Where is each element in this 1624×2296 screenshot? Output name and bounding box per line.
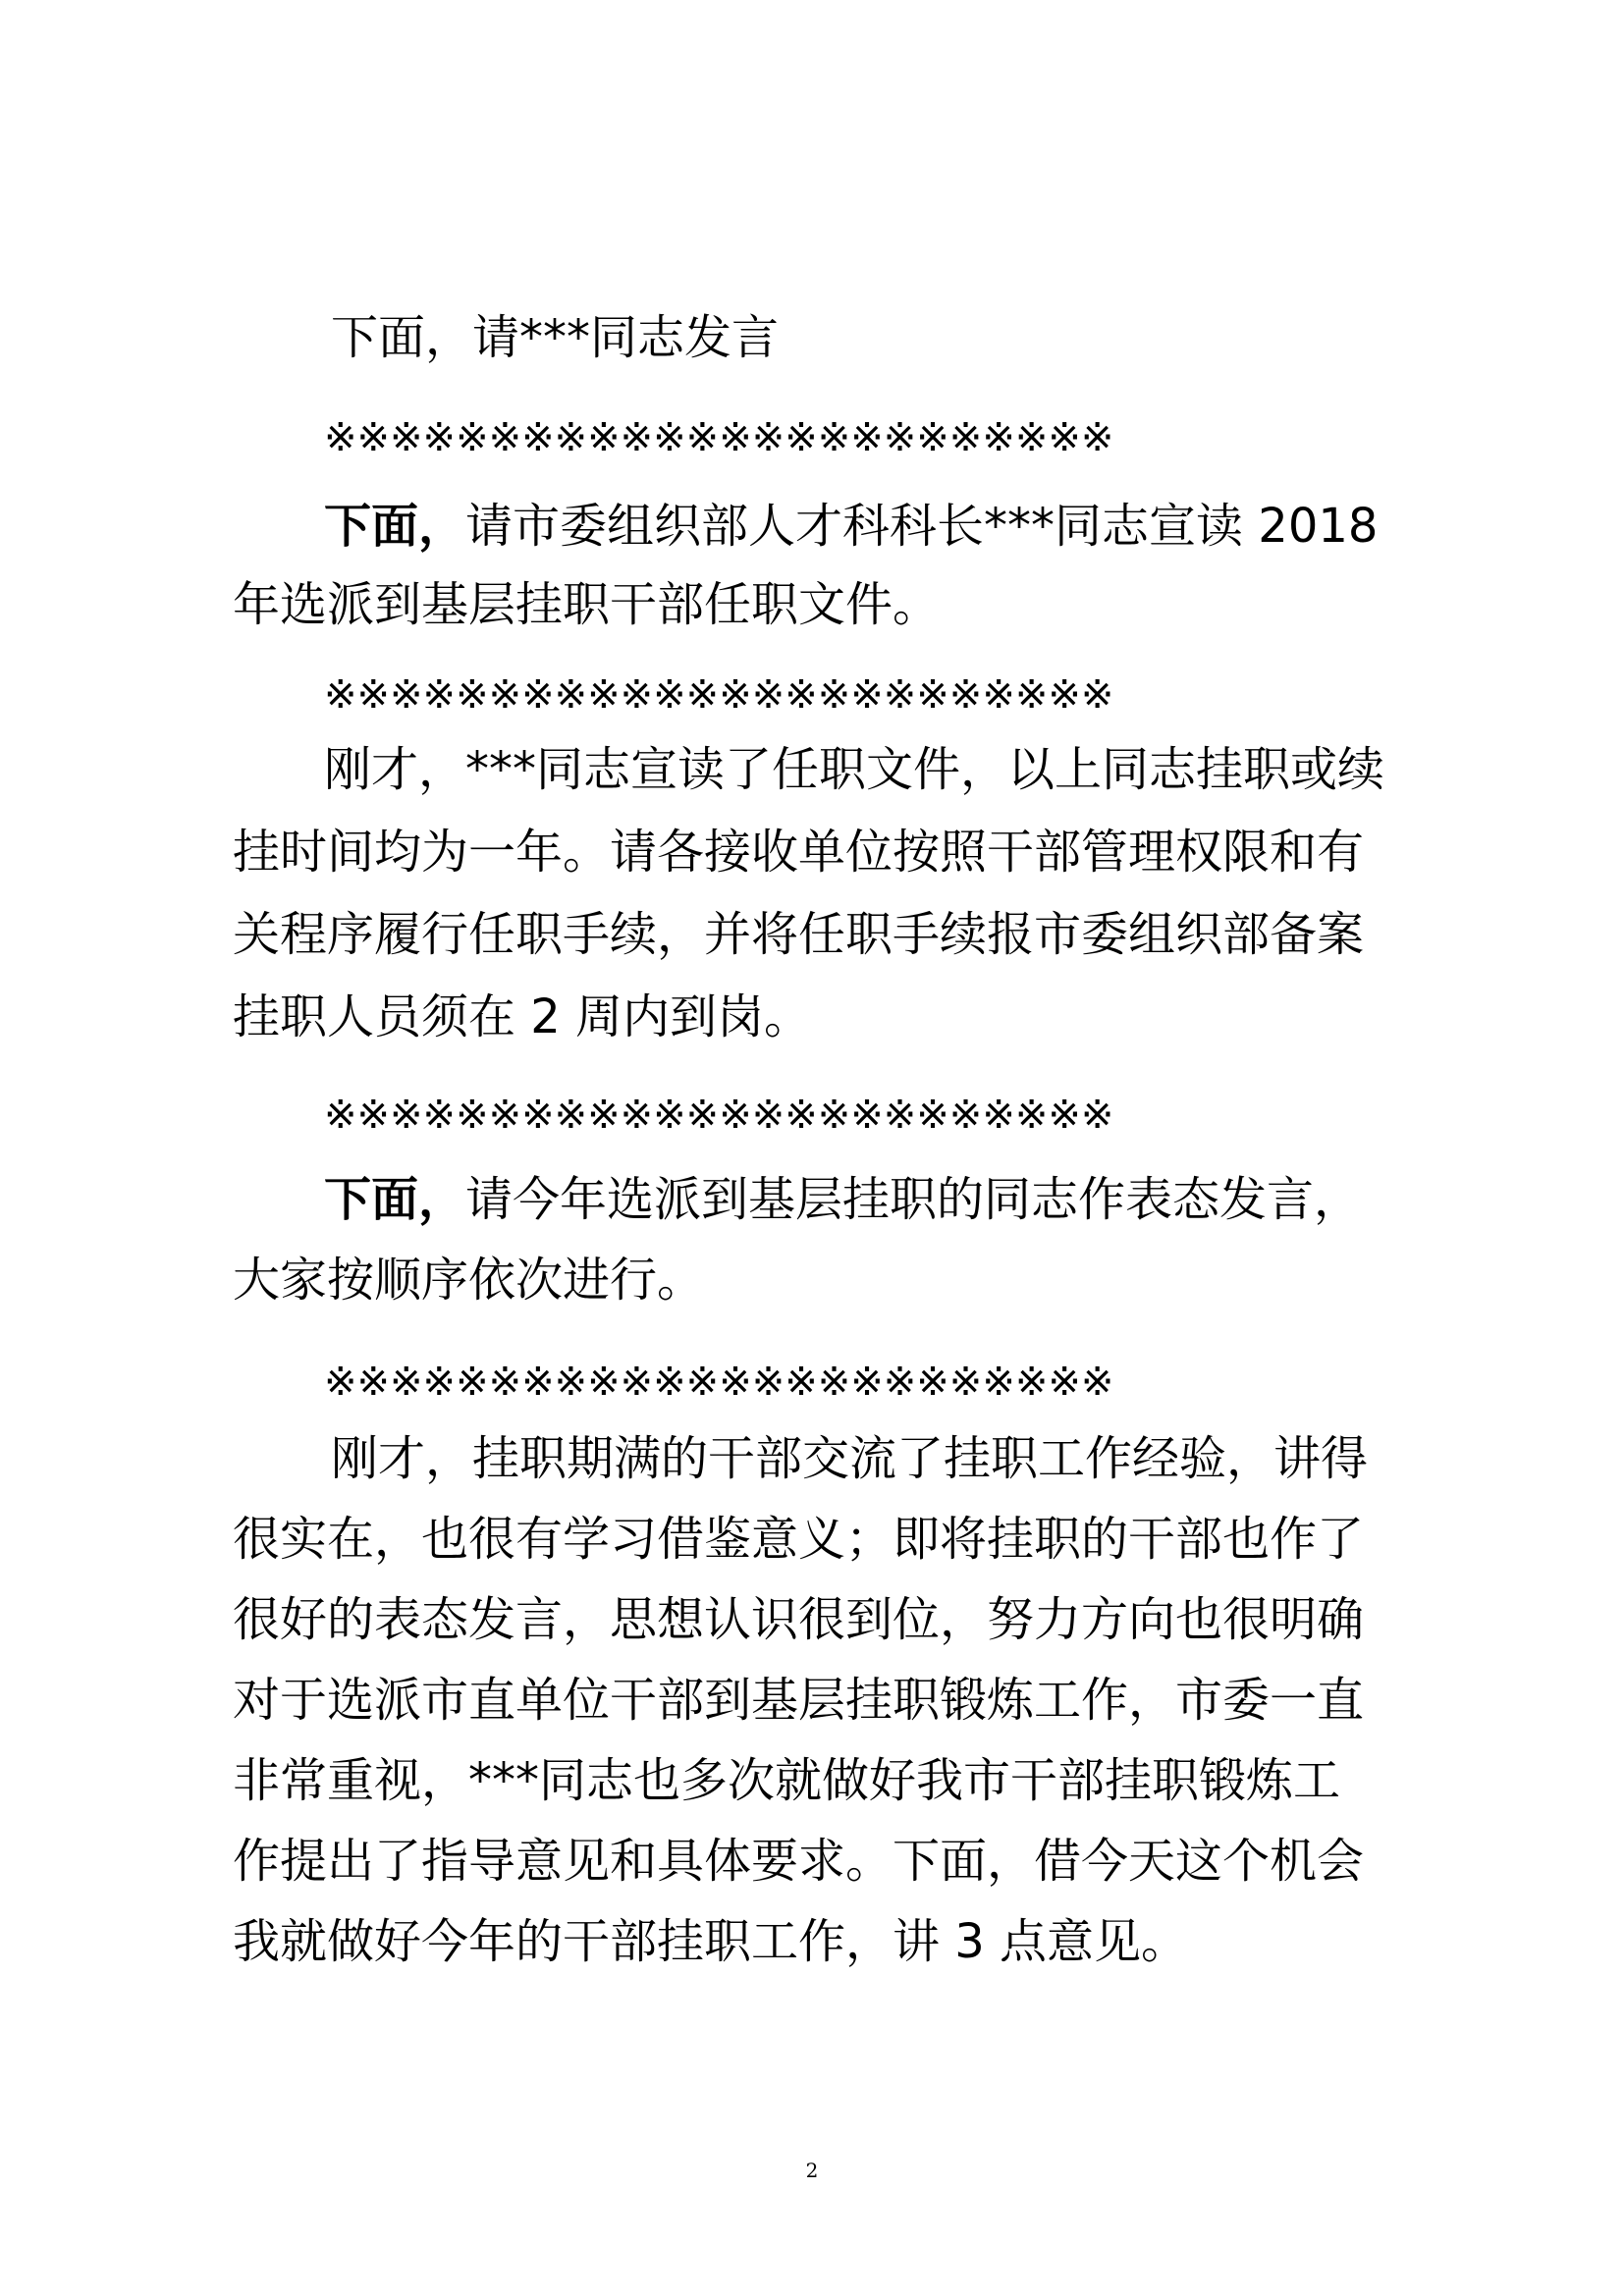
paragraph-appointment-line3 bbox=[233, 895, 1411, 974]
separator-line: ※※※※※※※※※※※※※※※※※※※※※※※※ bbox=[324, 672, 1114, 718]
paragraph-summary-line7 bbox=[233, 1902, 1411, 1981]
paragraph-summary-line4 bbox=[233, 1661, 1411, 1739]
text-line: 很好的表态发言，思想认识很到位，努力方向也很明确 bbox=[233, 1592, 1365, 1647]
text-line: 请今年选派到基层挂职的同志作表态发言， bbox=[465, 1172, 1362, 1227]
paragraph-statement-invite-line2 bbox=[233, 1241, 1411, 1319]
paragraph-appointment-line1 bbox=[324, 730, 1502, 809]
separator-line: ※※※※※※※※※※※※※※※※※※※※※※※※ bbox=[324, 1360, 1114, 1405]
text-line: 刚才，***同志宣读了任职文件，以上同志挂职或续 bbox=[324, 742, 1385, 797]
paragraph-statement-invite-line1 bbox=[324, 1160, 1502, 1239]
separator-line: ※※※※※※※※※※※※※※※※※※※※※※※※ bbox=[324, 415, 1114, 460]
paragraph-document-reading-line1 bbox=[324, 487, 1502, 565]
separator-line: ※※※※※※※※※※※※※※※※※※※※※※※※ bbox=[324, 1093, 1114, 1138]
paragraph-document-reading-line2 bbox=[233, 565, 1411, 644]
text-line: 非常重视，***同志也多次就做好我市干部挂职锻炼工 bbox=[233, 1753, 1341, 1808]
paragraph-speaker-invite bbox=[331, 298, 1509, 377]
page-number: 2 bbox=[805, 2159, 819, 2182]
bold-lead: 下面， bbox=[324, 499, 466, 554]
text-line: 挂职人员须在 2 周内到岗。 bbox=[233, 989, 812, 1044]
text-line: 作提出了指导意见和具体要求。下面，借今天这个机会 bbox=[233, 1834, 1365, 1889]
text-line: 关程序履行任职手续，并将任职手续报市委组织部备案 bbox=[233, 907, 1365, 962]
bold-lead: 下面， bbox=[324, 1172, 466, 1227]
text-line: 请市委组织部人才科科长***同志宣读 2018 bbox=[465, 499, 1379, 554]
text-line: 对于选派市直单位干部到基层挂职锻炼工作，市委一直 bbox=[233, 1673, 1365, 1728]
text-line: 下面，请***同志发言 bbox=[331, 310, 780, 365]
paragraph-summary-line2 bbox=[233, 1500, 1411, 1578]
text-line: 刚才，挂职期满的干部交流了挂职工作经验，讲得 bbox=[331, 1431, 1369, 1486]
paragraph-appointment-line2 bbox=[233, 813, 1411, 891]
paragraph-summary-line6 bbox=[233, 1822, 1411, 1900]
paragraph-summary-line5 bbox=[233, 1741, 1411, 1820]
paragraph-summary-line3 bbox=[233, 1580, 1411, 1659]
text-line: 年选派到基层挂职干部任职文件。 bbox=[233, 577, 941, 632]
text-line: 很实在，也很有学习借鉴意义；即将挂职的干部也作了 bbox=[233, 1512, 1365, 1567]
text-line: 我就做好今年的干部挂职工作，讲 3 点意见。 bbox=[233, 1914, 1189, 1969]
text-line: 大家按顺序依次进行。 bbox=[233, 1253, 705, 1308]
paragraph-appointment-line4 bbox=[233, 978, 1411, 1056]
text-line: 挂时间均为一年。请各接收单位按照干部管理权限和有 bbox=[233, 825, 1365, 880]
paragraph-summary-line1 bbox=[331, 1419, 1509, 1498]
